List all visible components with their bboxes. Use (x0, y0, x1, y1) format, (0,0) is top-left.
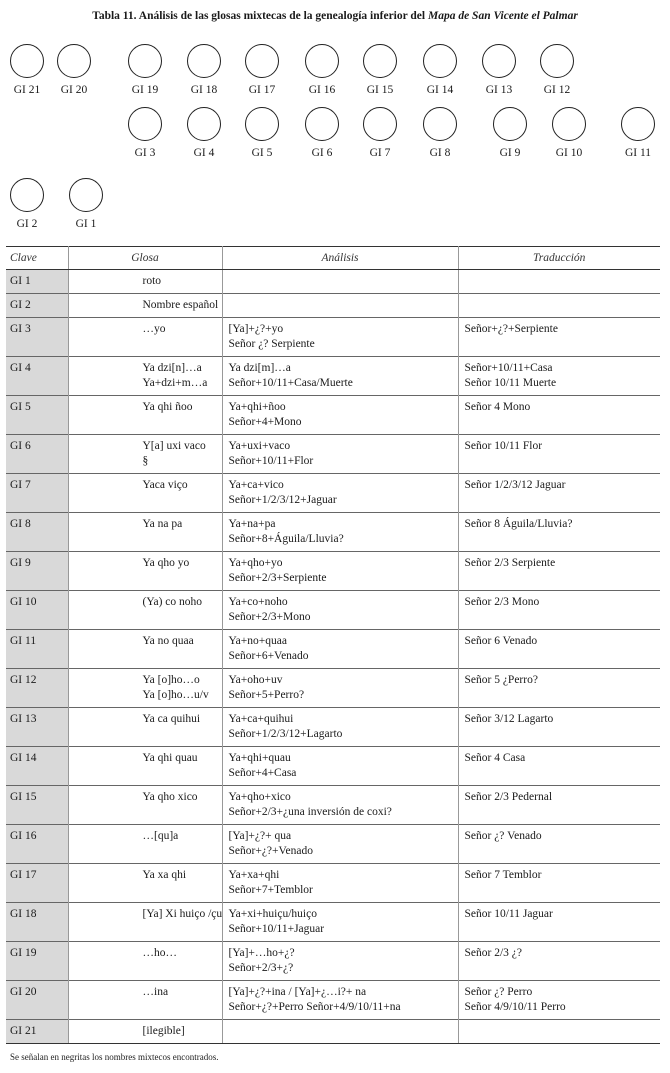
traduccion-cell-line: Señor 8 Águila/Lluvia? (464, 518, 573, 530)
analisis-cell (222, 669, 458, 708)
glosa-cell (68, 708, 222, 747)
traduccion-cell-line: Señor ¿? Venado (464, 830, 542, 842)
analisis-cell (222, 435, 458, 474)
title-prefix: Tabla 11. Análisis de las glosas mixtecas de la genealogía inferior del (92, 10, 428, 22)
circle-icon (128, 44, 162, 78)
glyph-gi5: GI 5 (232, 107, 292, 159)
traduccion-cell (458, 357, 660, 396)
table-row (6, 825, 660, 864)
glosa-cell-line: Nombre español (142, 299, 219, 311)
glosa-cell (68, 981, 222, 1020)
table-row (6, 270, 660, 294)
analisis-cell (222, 708, 458, 747)
analisis-cell-line: Señor+1/2/3/12+Lagarto (228, 728, 343, 740)
glosa-cell-line: Yaca viço (142, 479, 188, 491)
glyph-gi12: GI 12 (527, 44, 587, 96)
analisis-cell-line: [Ya]+¿?+yo (228, 323, 284, 335)
table-row (6, 552, 660, 591)
glosa-cell-line: Ya ca quihui (142, 713, 201, 725)
analisis-cell-line: Ya+co+noho (228, 596, 288, 608)
glosas-table (6, 246, 660, 1044)
analisis-cell-line: Señor+2/3+¿? (228, 962, 294, 974)
clave-cell: GI 19 (6, 942, 68, 981)
analisis-cell (222, 513, 458, 552)
traduccion-cell (458, 1020, 660, 1044)
table-row (6, 708, 660, 747)
glyph-gi17: GI 17 (232, 44, 292, 96)
traduccion-cell (458, 825, 660, 864)
glyph-gi19: GI 19 (115, 44, 175, 96)
traduccion-cell (458, 669, 660, 708)
glosa-cell (68, 591, 222, 630)
circle-icon (187, 44, 221, 78)
traduccion-cell-line: Señor+¿?+Serpiente (464, 323, 558, 335)
clave-cell: GI 11 (6, 630, 68, 669)
traduccion-cell (458, 435, 660, 474)
clave-cell: GI 16 (6, 825, 68, 864)
traduccion-cell-line: Señor+10/11+Casa (464, 362, 553, 374)
circle-icon (245, 44, 279, 78)
glosa-cell (68, 474, 222, 513)
analisis-cell (222, 357, 458, 396)
analisis-cell (222, 474, 458, 513)
traduccion-cell-line: Señor 6 Venado (464, 635, 538, 647)
glosa-cell (68, 357, 222, 396)
traduccion-cell-line: Señor 2/3 Serpiente (464, 557, 556, 569)
clave-cell: GI 6 (6, 435, 68, 474)
traduccion-cell-line: Señor 4/9/10/11 Perro (464, 1001, 566, 1013)
clave-cell: GI 7 (6, 474, 68, 513)
traduccion-cell (458, 708, 660, 747)
glyph-gi6: GI 6 (292, 107, 352, 159)
analisis-cell (222, 294, 458, 318)
header-analisis: Análisis (222, 247, 458, 270)
clave-cell: GI 5 (6, 396, 68, 435)
glosa-cell-line: …[qu]a (142, 830, 179, 842)
analisis-cell-line: [Ya]+¿?+ina / [Ya]+¿…i?+ na (228, 986, 367, 998)
circle-icon (363, 107, 397, 141)
analisis-cell-line: Señor ¿? Serpiente (228, 338, 315, 350)
circle-icon (552, 107, 586, 141)
table-title (0, 10, 670, 22)
traduccion-cell (458, 474, 660, 513)
analisis-cell-line: Ya+qhi+ñoo (228, 401, 286, 413)
circle-icon (245, 107, 279, 141)
table-row (6, 981, 660, 1020)
analisis-cell-line: Ya+uxi+vaco (228, 440, 291, 452)
analisis-cell-line: Señor+8+Águila/Lluvia? (228, 533, 344, 545)
analisis-cell-line: [Ya]+…ho+¿? (228, 947, 295, 959)
header-glosa: Glosa (68, 247, 222, 270)
analisis-cell-line: Señor+¿?+Venado (228, 845, 313, 857)
circle-icon (57, 44, 91, 78)
analisis-cell (222, 942, 458, 981)
analisis-cell-line: Ya dzi[m]…a (228, 362, 291, 374)
analisis-cell (222, 747, 458, 786)
table-row (6, 591, 660, 630)
analisis-cell (222, 552, 458, 591)
traduccion-cell (458, 396, 660, 435)
traduccion-cell (458, 591, 660, 630)
glosa-cell-line: roto (142, 275, 162, 287)
header-clave: Clave (6, 247, 68, 270)
glosa-cell (68, 825, 222, 864)
glosa-cell-line: Y[a] uxi vaco (142, 440, 206, 452)
analisis-cell-line: Señor+5+Perro? (228, 689, 305, 701)
table-row (6, 747, 660, 786)
traduccion-cell (458, 786, 660, 825)
analisis-cell-line: Señor+2/3+¿una inversión de coxi? (228, 806, 392, 818)
analisis-cell-line: Señor+4+Casa (228, 767, 297, 779)
analisis-cell (222, 630, 458, 669)
glosa-cell (68, 903, 222, 942)
traduccion-cell (458, 903, 660, 942)
analisis-cell (222, 903, 458, 942)
table-row (6, 903, 660, 942)
glosa-cell-line: (Ya) co noho (142, 596, 203, 608)
clave-cell: GI 20 (6, 981, 68, 1020)
circle-icon (69, 178, 103, 212)
analisis-cell (222, 786, 458, 825)
circle-icon (10, 44, 44, 78)
traduccion-cell-line: Señor 5 ¿Perro? (464, 674, 538, 686)
clave-cell: GI 3 (6, 318, 68, 357)
glosa-cell-line: Ya dzi[n]…a (142, 362, 202, 374)
glyph-gi4: GI 4 (174, 107, 234, 159)
table-row (6, 864, 660, 903)
glyph-gi20: GI 20 (44, 44, 104, 96)
circle-icon (363, 44, 397, 78)
table-row (6, 942, 660, 981)
traduccion-cell (458, 630, 660, 669)
analisis-cell-line: Señor+1/2/3/12+Jaguar (228, 494, 337, 506)
circle-icon (423, 107, 457, 141)
traduccion-cell (458, 981, 660, 1020)
circle-icon (621, 107, 655, 141)
analisis-cell-line: Señor+10/11+Flor (228, 455, 314, 467)
analisis-cell-line: Ya+xa+qhi (228, 869, 280, 881)
traduccion-cell (458, 318, 660, 357)
analisis-cell-line: [Ya]+¿?+ qua (228, 830, 292, 842)
glosa-cell-line: Ya xa qhi (142, 869, 187, 881)
glyph-gi13: GI 13 (469, 44, 529, 96)
clave-cell: GI 10 (6, 591, 68, 630)
glyph-gi3: GI 3 (115, 107, 175, 159)
traduccion-cell (458, 747, 660, 786)
title-italic: Mapa de San Vicente el Palmar (427, 10, 578, 22)
glosa-cell-line: Ya [o]ho…o (142, 674, 200, 686)
analisis-cell (222, 825, 458, 864)
analisis-cell-line: Ya+no+quaa (228, 635, 287, 647)
analisis-cell-line: Señor+2/3+Serpiente (228, 572, 327, 584)
analisis-cell-line: Señor+¿?+Perro Señor+4/9/10/11+na (228, 1001, 401, 1013)
glyph-gi21: GI 21 (0, 44, 57, 96)
table-row (6, 630, 660, 669)
glosa-cell (68, 435, 222, 474)
glyph-gi11: GI 11 (608, 107, 668, 159)
glosa-cell-line: [ilegible] (142, 1025, 185, 1037)
traduccion-cell (458, 270, 660, 294)
circle-icon (482, 44, 516, 78)
traduccion-cell-line: Señor 10/11 Muerte (464, 377, 557, 389)
analisis-cell-line: Señor+10/11+Jaguar (228, 923, 325, 935)
glyph-gi16: GI 16 (292, 44, 352, 96)
analisis-cell (222, 270, 458, 294)
table-footnote: Se señalan en negritas los nombres mixtecos encontrados. (10, 1052, 219, 1062)
glosa-cell-line: Ya+dzi+m…a (142, 377, 208, 389)
glyph-gi8: GI 8 (410, 107, 470, 159)
analisis-cell (222, 396, 458, 435)
glosa-cell-line: Ya na pa (142, 518, 183, 530)
analisis-cell-line: Señor+7+Temblor (228, 884, 313, 896)
glosa-cell-line: Ya [o]ho…u/v (142, 689, 209, 701)
circle-icon (10, 178, 44, 212)
table-row (6, 669, 660, 708)
clave-cell: GI 8 (6, 513, 68, 552)
glyph-gi18: GI 18 (174, 44, 234, 96)
glosa-cell (68, 630, 222, 669)
table-row (6, 1020, 660, 1044)
traduccion-cell-line: Señor 10/11 Jaguar (464, 908, 553, 920)
traduccion-cell-line: Señor ¿? Perro (464, 986, 533, 998)
table-row (6, 513, 660, 552)
analisis-cell-line: Ya+ca+vico (228, 479, 284, 491)
glosa-cell-line: Ya qho xico (142, 791, 198, 803)
circle-icon (540, 44, 574, 78)
analisis-cell-line: Señor+10/11+Casa/Muerte (228, 377, 353, 389)
traduccion-cell-line: Señor 1/2/3/12 Jaguar (464, 479, 566, 491)
traduccion-cell-line: Señor 2/3 Pedernal (464, 791, 553, 803)
clave-cell: GI 2 (6, 294, 68, 318)
glosa-cell (68, 552, 222, 591)
traduccion-cell-line: Señor 4 Casa (464, 752, 526, 764)
glosa-cell (68, 1020, 222, 1044)
traduccion-cell (458, 864, 660, 903)
clave-cell: GI 9 (6, 552, 68, 591)
analisis-cell-line: Señor+2/3+Mono (228, 611, 311, 623)
traduccion-cell-line: Señor 3/12 Lagarto (464, 713, 554, 725)
glosa-cell (68, 396, 222, 435)
traduccion-cell-line: Señor 2/3 Mono (464, 596, 540, 608)
glosa-cell (68, 513, 222, 552)
analisis-cell (222, 981, 458, 1020)
glosa-cell-line: …yo (142, 323, 166, 335)
circle-icon (305, 44, 339, 78)
table-header-row (6, 247, 660, 270)
glosa-cell (68, 318, 222, 357)
traduccion-cell-line: Señor 7 Temblor (464, 869, 542, 881)
glosa-cell-line: …ina (142, 986, 169, 998)
table-row (6, 435, 660, 474)
glyph-gi15: GI 15 (350, 44, 410, 96)
analisis-cell (222, 864, 458, 903)
clave-cell: GI 4 (6, 357, 68, 396)
analisis-cell-line: Ya+xi+huiçu/huiço (228, 908, 317, 920)
traduccion-cell-line: Señor 10/11 Flor (464, 440, 543, 452)
glosa-cell-line: Ya qhi quau (142, 752, 198, 764)
glyph-gi1: GI 1 (56, 178, 116, 230)
table-row (6, 474, 660, 513)
glyph-gi7: GI 7 (350, 107, 410, 159)
clave-cell: GI 15 (6, 786, 68, 825)
analisis-cell-line: Ya+qhi+quau (228, 752, 291, 764)
analisis-cell (222, 318, 458, 357)
analisis-cell-line: Ya+na+pa (228, 518, 276, 530)
table-row (6, 396, 660, 435)
traduccion-cell (458, 552, 660, 591)
analisis-cell-line: Ya+oho+uv (228, 674, 283, 686)
glosa-cell (68, 294, 222, 318)
glyph-gi2: GI 2 (0, 178, 57, 230)
glyph-gi14: GI 14 (410, 44, 470, 96)
header-traduccion: Traducción (458, 247, 660, 270)
analisis-cell-line: Señor+6+Venado (228, 650, 309, 662)
table-row (6, 786, 660, 825)
circle-icon (423, 44, 457, 78)
glosa-cell-line: Ya qhi ñoo (142, 401, 193, 413)
glyph-gi10: GI 10 (539, 107, 599, 159)
circle-icon (128, 107, 162, 141)
glosa-cell (68, 747, 222, 786)
traduccion-cell (458, 294, 660, 318)
analisis-cell (222, 1020, 458, 1044)
traduccion-cell (458, 513, 660, 552)
glosa-cell-line: § (142, 455, 149, 467)
glosa-cell (68, 270, 222, 294)
glyph-gi9: GI 9 (480, 107, 540, 159)
clave-cell: GI 13 (6, 708, 68, 747)
analisis-cell-line: Ya+qho+yo (228, 557, 283, 569)
clave-cell: GI 14 (6, 747, 68, 786)
traduccion-cell-line: Señor 2/3 ¿? (464, 947, 522, 959)
glosa-cell-line: Ya no quaa (142, 635, 194, 647)
table-row (6, 318, 660, 357)
glosa-cell-line: …ho… (142, 947, 177, 959)
table-row (6, 357, 660, 396)
glosa-cell (68, 786, 222, 825)
clave-cell: GI 12 (6, 669, 68, 708)
traduccion-cell-line: Señor 4 Mono (464, 401, 531, 413)
glosa-cell (68, 669, 222, 708)
table-row (6, 294, 660, 318)
clave-cell: GI 18 (6, 903, 68, 942)
glosa-cell (68, 864, 222, 903)
glosa-cell-line: Ya qho yo (142, 557, 190, 569)
clave-cell: GI 17 (6, 864, 68, 903)
analisis-cell (222, 591, 458, 630)
analisis-cell-line: Ya+ca+quihui (228, 713, 294, 725)
glosa-cell-line: [Ya] Xi huiço /çu (142, 908, 223, 920)
circle-icon (187, 107, 221, 141)
traduccion-cell (458, 942, 660, 981)
clave-cell: GI 21 (6, 1020, 68, 1044)
analisis-cell-line: Señor+4+Mono (228, 416, 302, 428)
analisis-cell-line: Ya+qho+xico (228, 791, 291, 803)
glosa-cell (68, 942, 222, 981)
clave-cell: GI 1 (6, 270, 68, 294)
circle-icon (305, 107, 339, 141)
circle-icon (493, 107, 527, 141)
